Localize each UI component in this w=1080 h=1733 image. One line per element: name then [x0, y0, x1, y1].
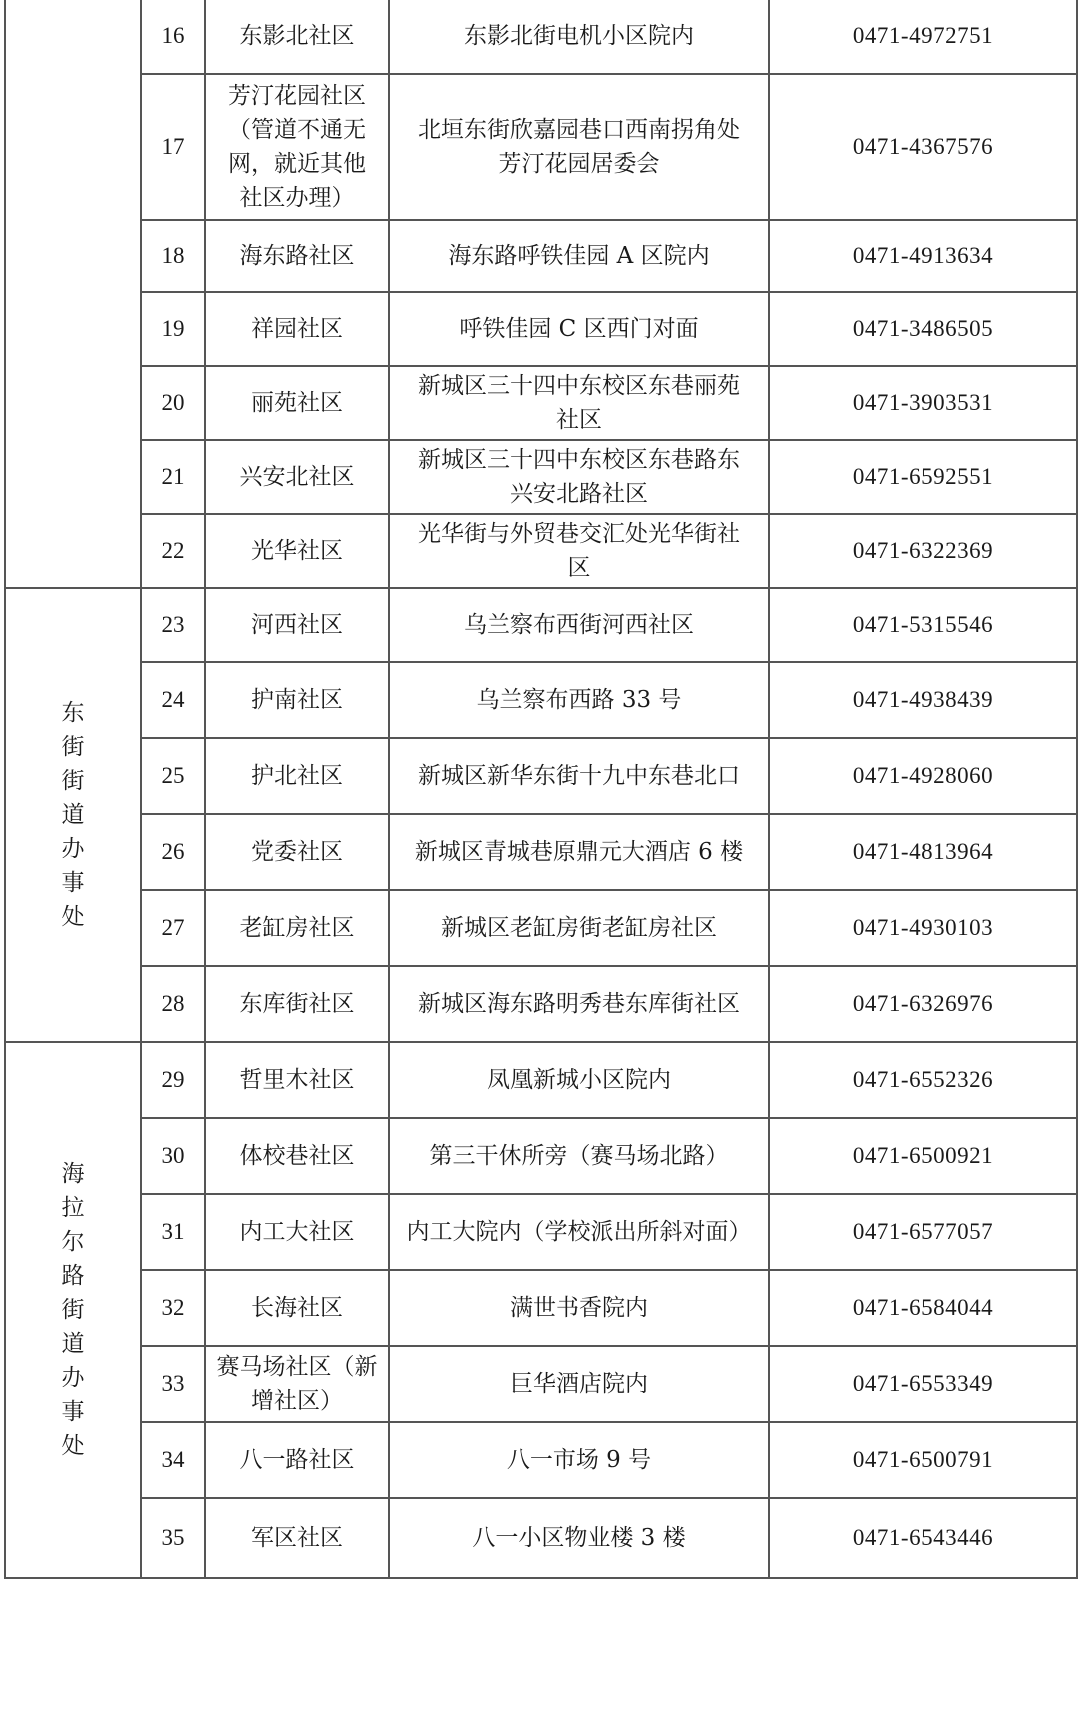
- phone-number: 0471-6543446: [852, 1524, 994, 1550]
- table-row: [5, 292, 1077, 366]
- office-cell: [5, 0, 141, 588]
- row-number: 21: [161, 463, 185, 489]
- phone-number: 0471-4930103: [852, 914, 994, 940]
- row-number: 32: [161, 1294, 185, 1320]
- address: 海东路呼铁佳园 A 区院内: [448, 242, 710, 269]
- community-name-cell: [205, 588, 389, 662]
- address-cell: [389, 662, 769, 738]
- phone-number-cell: [769, 890, 1077, 966]
- community-name: 东库街社区: [239, 990, 355, 1017]
- table-row: [5, 1346, 1077, 1422]
- phone-number-cell: [769, 738, 1077, 814]
- community-name-cell: [205, 440, 389, 514]
- address-cell: [389, 0, 769, 74]
- phone-number-cell: [769, 1042, 1077, 1118]
- phone-number: 0471-3486505: [852, 315, 994, 341]
- community-name-cell: [205, 1422, 389, 1498]
- community-name: 护南社区: [251, 686, 343, 713]
- community-name: 芳汀花园社区（管道不通无网，就近其他社区办理）: [228, 82, 366, 211]
- community-name: 光华社区: [251, 537, 343, 564]
- row-number-cell: [141, 440, 205, 514]
- row-number: 25: [161, 762, 185, 788]
- phone-number: 0471-4928060: [852, 762, 994, 788]
- row-number-cell: [141, 662, 205, 738]
- community-name-cell: [205, 0, 389, 74]
- address: 新城区青城巷原鼎元大酒店 6 楼: [414, 838, 744, 865]
- community-name-cell: [205, 662, 389, 738]
- phone-number: 0471-6500791: [852, 1446, 994, 1472]
- community-name-cell: [205, 890, 389, 966]
- row-number: 20: [161, 389, 185, 415]
- row-number-cell: [141, 514, 205, 588]
- row-number-cell: [141, 890, 205, 966]
- address: 呼铁佳园 C 区西门对面: [459, 315, 699, 342]
- row-number: 22: [161, 537, 185, 563]
- table-row: [5, 514, 1077, 588]
- address-cell: [389, 74, 769, 220]
- phone-number-cell: [769, 1422, 1077, 1498]
- phone-number-cell: [769, 1118, 1077, 1194]
- table-row: [5, 966, 1077, 1042]
- address-cell: [389, 1194, 769, 1270]
- address-cell: [389, 220, 769, 292]
- phone-number: 0471-6553349: [852, 1370, 994, 1396]
- community-name: 兴安北社区: [239, 463, 355, 490]
- phone-number: 0471-6322369: [852, 537, 994, 563]
- row-number: 34: [161, 1446, 185, 1472]
- address-cell: [389, 292, 769, 366]
- community-name: 长海社区: [251, 1294, 343, 1321]
- community-name: 东影北社区: [239, 23, 355, 49]
- community-name: 祥园社区: [251, 315, 343, 342]
- community-name-cell: [205, 74, 389, 220]
- table-row: [5, 890, 1077, 966]
- phone-number: 0471-5315546: [852, 611, 994, 637]
- row-number-cell: [141, 74, 205, 220]
- address-cell: [389, 588, 769, 662]
- table-row: [5, 220, 1077, 292]
- row-number-cell: [141, 1422, 205, 1498]
- row-number-cell: [141, 1346, 205, 1422]
- phone-number-cell: [769, 588, 1077, 662]
- phone-number: 0471-4913634: [852, 242, 994, 268]
- table-row: [5, 738, 1077, 814]
- phone-number: 0471-4938439: [852, 686, 994, 712]
- phone-number: 0471-6592551: [852, 463, 994, 489]
- table-row: [5, 1270, 1077, 1346]
- community-table: [4, 0, 1078, 1579]
- row-number: 18: [161, 242, 185, 268]
- phone-number: 0471-4972751: [852, 23, 994, 48]
- community-name-cell: [205, 966, 389, 1042]
- office-name: 东街街道办事处: [61, 699, 85, 930]
- community-name: 体校巷社区: [239, 1142, 355, 1169]
- phone-number-cell: [769, 366, 1077, 440]
- table-row: [5, 74, 1077, 220]
- table-row: [5, 662, 1077, 738]
- office-cell: [5, 588, 141, 1042]
- community-name-cell: [205, 1498, 389, 1578]
- address: 内工大院内（学校派出所斜对面）: [406, 1218, 752, 1245]
- address: 巨华酒店院内: [510, 1370, 648, 1397]
- row-number-cell: [141, 738, 205, 814]
- phone-number: 0471-6552326: [852, 1066, 994, 1092]
- community-name: 赛马场社区（新增社区）: [216, 1353, 378, 1414]
- phone-number-cell: [769, 1194, 1077, 1270]
- address: 八一市场 9 号: [506, 1446, 652, 1473]
- table-row: [5, 1194, 1077, 1270]
- community-name: 八一路社区: [239, 1446, 355, 1473]
- row-number-cell: [141, 1118, 205, 1194]
- table-row: [5, 814, 1077, 890]
- row-number-cell: [141, 1194, 205, 1270]
- row-number: 30: [161, 1142, 185, 1168]
- phone-number-cell: [769, 966, 1077, 1042]
- row-number: 31: [161, 1218, 185, 1244]
- community-name-cell: [205, 738, 389, 814]
- row-number-cell: [141, 366, 205, 440]
- phone-number-cell: [769, 1498, 1077, 1578]
- address-cell: [389, 1270, 769, 1346]
- address-cell: [389, 1346, 769, 1422]
- address: 东影北街电机小区院内: [464, 23, 694, 49]
- community-name-cell: [205, 366, 389, 440]
- phone-number-cell: [769, 440, 1077, 514]
- address: 新城区三十四中东校区东巷丽苑社区: [418, 372, 740, 433]
- row-number: 24: [161, 686, 185, 712]
- address-cell: [389, 1498, 769, 1578]
- community-name: 党委社区: [251, 838, 343, 865]
- phone-number-cell: [769, 1270, 1077, 1346]
- phone-number: 0471-4813964: [852, 838, 994, 864]
- row-number: 23: [161, 611, 185, 637]
- community-name-cell: [205, 1346, 389, 1422]
- address: 北垣东街欣嘉园巷口西南拐角处芳汀花园居委会: [418, 116, 740, 177]
- table-row: [5, 366, 1077, 440]
- row-number-cell: [141, 292, 205, 366]
- row-number: 19: [161, 315, 185, 341]
- row-number: 16: [161, 23, 185, 48]
- row-number-cell: [141, 966, 205, 1042]
- row-number-cell: [141, 220, 205, 292]
- row-number-cell: [141, 0, 205, 74]
- address-cell: [389, 1118, 769, 1194]
- community-name-cell: [205, 1042, 389, 1118]
- address: 光华街与外贸巷交汇处光华街社区: [418, 520, 740, 581]
- phone-number-cell: [769, 814, 1077, 890]
- row-number: 28: [161, 990, 185, 1016]
- address: 满世书香院内: [510, 1294, 648, 1321]
- address-cell: [389, 514, 769, 588]
- community-name-cell: [205, 1118, 389, 1194]
- row-number: 26: [161, 838, 185, 864]
- phone-number: 0471-6500921: [852, 1142, 994, 1168]
- row-number: 29: [161, 1066, 185, 1092]
- community-name-cell: [205, 220, 389, 292]
- row-number: 35: [161, 1524, 185, 1550]
- address: 新城区海东路明秀巷东库街社区: [418, 990, 740, 1017]
- community-name-cell: [205, 1194, 389, 1270]
- phone-number-cell: [769, 514, 1077, 588]
- phone-number-cell: [769, 1346, 1077, 1422]
- row-number-cell: [141, 588, 205, 662]
- phone-number-cell: [769, 0, 1077, 74]
- address: 新城区新华东街十九中东巷北口: [418, 762, 740, 789]
- row-number-cell: [141, 1498, 205, 1578]
- community-name-cell: [205, 514, 389, 588]
- community-name-cell: [205, 814, 389, 890]
- community-name: 内工大社区: [239, 1218, 355, 1245]
- table-row: [5, 0, 1077, 74]
- address-cell: [389, 1042, 769, 1118]
- office-cell: [5, 1042, 141, 1578]
- phone-number: 0471-6584044: [852, 1294, 994, 1320]
- community-name: 老缸房社区: [239, 914, 355, 941]
- phone-number-cell: [769, 662, 1077, 738]
- phone-number: 0471-3903531: [852, 389, 994, 415]
- row-number: 33: [161, 1370, 185, 1396]
- address-cell: [389, 890, 769, 966]
- address-cell: [389, 1422, 769, 1498]
- row-number-cell: [141, 1270, 205, 1346]
- phone-number-cell: [769, 292, 1077, 366]
- address-cell: [389, 440, 769, 514]
- address: 第三干休所旁（赛马场北路）: [429, 1142, 729, 1169]
- table-row: [5, 1118, 1077, 1194]
- table-row: [5, 588, 1077, 662]
- community-name: 海东路社区: [239, 242, 355, 269]
- community-name: 护北社区: [251, 762, 343, 789]
- community-name: 军区社区: [251, 1524, 343, 1551]
- community-name-cell: [205, 1270, 389, 1346]
- row-number-cell: [141, 1042, 205, 1118]
- table-row: [5, 1422, 1077, 1498]
- address: 乌兰察布西街河西社区: [464, 611, 694, 638]
- table-row: [5, 1042, 1077, 1118]
- table-body: [5, 0, 1077, 1578]
- address: 凤凰新城小区院内: [487, 1066, 671, 1093]
- phone-number-cell: [769, 74, 1077, 220]
- row-number: 27: [161, 914, 185, 940]
- address-cell: [389, 814, 769, 890]
- phone-number-cell: [769, 220, 1077, 292]
- phone-number: 0471-6577057: [852, 1218, 994, 1244]
- address-cell: [389, 738, 769, 814]
- table-row: [5, 440, 1077, 514]
- phone-number: 0471-4367576: [852, 133, 994, 159]
- address: 乌兰察布西路 33 号: [476, 686, 682, 713]
- address-cell: [389, 966, 769, 1042]
- address: 新城区三十四中东校区东巷路东兴安北路社区: [418, 446, 740, 507]
- row-number-cell: [141, 814, 205, 890]
- row-number: 17: [161, 133, 185, 159]
- community-name: 哲里木社区: [239, 1066, 355, 1093]
- community-name: 河西社区: [251, 611, 343, 638]
- community-name-cell: [205, 292, 389, 366]
- table-row: [5, 1498, 1077, 1578]
- address: 新城区老缸房街老缸房社区: [441, 914, 717, 941]
- community-name: 丽苑社区: [251, 389, 343, 416]
- address: 八一小区物业楼 3 楼: [472, 1524, 686, 1551]
- address-cell: [389, 366, 769, 440]
- phone-number: 0471-6326976: [852, 990, 994, 1016]
- office-name: 海拉尔路街道办事处: [61, 1160, 85, 1459]
